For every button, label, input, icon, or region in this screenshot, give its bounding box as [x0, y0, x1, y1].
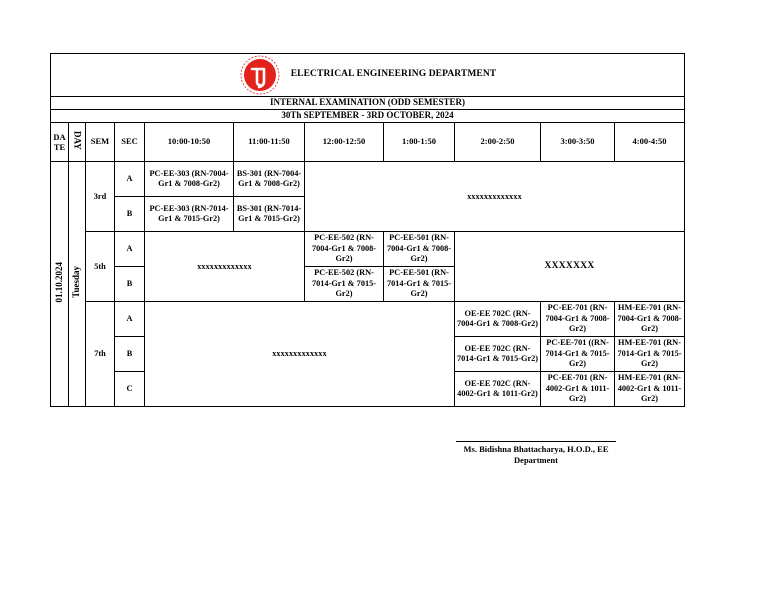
department-title: ELECTRICAL ENGINEERING DEPARTMENT: [290, 69, 497, 80]
sec-7c: C: [115, 372, 145, 407]
sec-5b: B: [115, 267, 145, 302]
cell-7a-slot7: HM-EE-701 (RN-7004-Gr1 & 7008-Gr2): [615, 302, 685, 337]
day-cell: Tuesday: [69, 162, 86, 407]
title-cell: [51, 54, 685, 97]
schedule-table: [50, 53, 685, 407]
cell-3a-slot2: BS-301 (RN-7004-Gr1 & 7008-Gr2): [234, 162, 305, 197]
college-logo-icon: [239, 54, 281, 96]
cell-7a-slot5: OE-EE 702C (RN-7004-Gr1 & 7008-Gr2): [455, 302, 541, 337]
cell-7a-slot6: PC-EE-701 (RN-7004-Gr1 & 7008-Gr2): [541, 302, 615, 337]
col-slot-1: 10:00-10:50: [145, 123, 234, 162]
signature-department: Department: [514, 455, 558, 465]
col-slot-6: 3:00-3:50: [541, 123, 615, 162]
filler-3rd: xxxxxxxxxxxxx: [305, 162, 685, 232]
sem-7th: 7th: [86, 302, 115, 407]
exam-title: INTERNAL EXAMINATION (ODD SEMESTER): [51, 97, 685, 110]
sem-3rd: 3rd: [86, 162, 115, 232]
cell-3b-slot2: BS-301 (RN-7014-Gr1 & 7015-Gr2): [234, 197, 305, 232]
cell-5b-slot3: PC-EE-502 (RN-7014-Gr1 & 7015-Gr2): [305, 267, 384, 302]
exam-dates: 30Th SEPTEMBER - 3RD OCTOBER, 2024: [51, 110, 685, 123]
sec-3b: B: [115, 197, 145, 232]
col-day: DAY: [69, 123, 86, 162]
cell-7c-slot7: HM-EE-701 (RN-4002-Gr1 & 1011-Gr2): [615, 372, 685, 407]
col-slot-5: 2:00-2:50: [455, 123, 541, 162]
filler-5th-left: xxxxxxxxxxxxx: [145, 232, 305, 302]
col-slot-3: 12:00-12:50: [305, 123, 384, 162]
col-slot-7: 4:00-4:50: [615, 123, 685, 162]
col-slot-4: 1:00-1:50: [384, 123, 455, 162]
filler-7th: xxxxxxxxxxxxx: [145, 302, 455, 407]
sec-5a: A: [115, 232, 145, 267]
hod-signature: [456, 441, 616, 466]
sec-3a: A: [115, 162, 145, 197]
cell-7c-slot6: PC-EE-701 (RN-4002-Gr1 & 1011-Gr2): [541, 372, 615, 407]
cell-3b-slot1: PC-EE-303 (RN-7014-Gr1 & 7015-Gr2): [145, 197, 234, 232]
sec-7a: A: [115, 302, 145, 337]
cell-7b-slot6: PC-EE-701 ((RN-7014-Gr1 & 7015-Gr2): [541, 337, 615, 372]
signature-name: Ms. Bidishna Bhattacharya, H.O.D., EE: [463, 444, 609, 454]
sec-7b: B: [115, 337, 145, 372]
col-slot-2: 11:00-11:50: [234, 123, 305, 162]
filler-5th-right: XXXXXXX: [455, 232, 685, 302]
col-sem: SEM: [86, 123, 115, 162]
sem-5th: 5th: [86, 232, 115, 302]
exam-schedule-sheet: [50, 53, 684, 407]
date-cell: 01.10.2024: [51, 162, 69, 407]
cell-7c-slot5: OE-EE 702C (RN-4002-Gr1 & 1011-Gr2): [455, 372, 541, 407]
col-sec: SEC: [115, 123, 145, 162]
cell-7b-slot7: HM-EE-701 (RN-7014-Gr1 & 7015-Gr2): [615, 337, 685, 372]
col-date: DA TE: [51, 123, 69, 162]
cell-7b-slot5: OE-EE 702C (RN-7014-Gr1 & 7015-Gr2): [455, 337, 541, 372]
cell-5a-slot3: PC-EE-502 (RN-7004-Gr1 & 7008-Gr2): [305, 232, 384, 267]
cell-5a-slot4: PC-EE-501 (RN-7004-Gr1 & 7008-Gr2): [384, 232, 455, 267]
cell-3a-slot1: PC-EE-303 (RN-7004-Gr1 & 7008-Gr2): [145, 162, 234, 197]
cell-5b-slot4: PC-EE-501 (RN-7014-Gr1 & 7015-Gr2): [384, 267, 455, 302]
